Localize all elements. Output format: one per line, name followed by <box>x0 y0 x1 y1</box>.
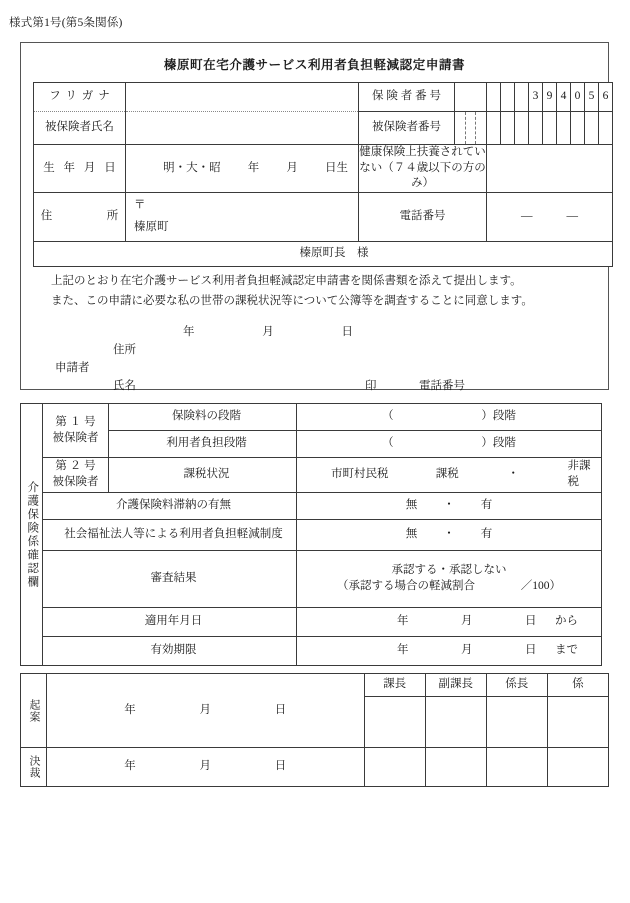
table-row-welfare-reduction <box>21 520 602 551</box>
table-row-decision <box>21 748 609 787</box>
decision-label-cell <box>21 748 47 787</box>
decision-label: 決裁 <box>28 755 41 779</box>
insured-digit-10[interactable] <box>585 112 599 145</box>
welfare-reduction-options <box>297 527 601 543</box>
draft-label: 起案 <box>28 698 41 723</box>
review-vertical-label-cell <box>21 404 43 666</box>
expiry-suffix: まで <box>555 644 578 657</box>
tax-status-input-cell[interactable] <box>297 458 602 493</box>
premium-stage-value <box>297 409 601 425</box>
user-burden-stage-input-cell[interactable] <box>297 431 602 458</box>
insurer-digit-5[interactable]: 4 <box>557 83 571 112</box>
decision-date-value <box>47 759 364 775</box>
insured-digit-7[interactable] <box>543 112 557 145</box>
statement-line-1: 上記のとおり在宅介護サービス利用者負担軽減認定申請書を関係書類を添えて提出します。 <box>51 275 522 287</box>
arrears-yes-option[interactable]: 有 <box>480 499 493 512</box>
statement-block <box>33 271 598 392</box>
welfare-separator-dot: ・ <box>443 528 455 541</box>
welfare-reduction-input-cell[interactable] <box>297 520 602 551</box>
draft-day-unit: 日 <box>274 703 287 716</box>
table-row-furigana <box>34 83 613 112</box>
signatory-seal-box-lower-0[interactable] <box>364 748 425 787</box>
tax-status-options <box>297 459 601 490</box>
premium-stage-paren-close: ）段階 <box>481 410 516 423</box>
signatory-title-3: 係 <box>547 674 608 697</box>
expiry-year-unit: 年 <box>397 644 409 657</box>
table-row-premium-stage <box>21 404 602 431</box>
premium-stage-input-cell[interactable] <box>297 404 602 431</box>
draft-date-cell[interactable] <box>47 674 365 748</box>
table-row-review-result <box>21 551 602 608</box>
apply-date-input-cell[interactable] <box>297 608 602 637</box>
apply-date-label: 適用年月日 <box>43 608 297 637</box>
tax-municipal-label: 市町村民税 <box>331 468 389 481</box>
apply-date-day-unit: 日 <box>525 615 537 628</box>
decision-day-unit: 日 <box>274 760 287 773</box>
signatory-seal-box-2[interactable] <box>486 697 547 748</box>
draft-year-unit: 年 <box>124 703 136 716</box>
insured-digit-8[interactable] <box>557 112 571 145</box>
category-2-label <box>43 458 109 493</box>
health-insurance-note: 健康保険上扶養されていない（７４歳以下の方のみ） <box>359 145 487 193</box>
furigana-input[interactable] <box>126 83 359 112</box>
birthdate-input-cell[interactable] <box>126 145 359 193</box>
user-burden-stage-label: 利用者負担段階 <box>109 431 297 458</box>
tax-untaxed-option[interactable]: 非課税 <box>567 460 591 488</box>
insurer-digit-1[interactable] <box>501 83 515 112</box>
apply-date-value <box>297 614 601 630</box>
table-row-expiry <box>21 637 602 666</box>
premium-stage-paren-open: （ <box>382 410 394 423</box>
birthdate-month-unit: 月 <box>286 161 298 174</box>
signatory-title-1: 副課長 <box>425 674 486 697</box>
health-insurance-input[interactable] <box>487 145 613 193</box>
insured-number-prefix-group <box>455 112 486 144</box>
birthdate-year-unit: 年 <box>247 161 260 174</box>
expiry-input-cell[interactable] <box>297 637 602 666</box>
draft-label-cell <box>21 674 47 748</box>
tax-separator-dot: ・ <box>507 468 519 481</box>
insurer-digit-4[interactable]: 9 <box>543 83 557 112</box>
signatory-seal-box-3[interactable] <box>547 697 608 748</box>
signatory-title-2: 係長 <box>486 674 547 697</box>
signatory-seal-box-lower-2[interactable] <box>486 748 547 787</box>
insured-digit-2[interactable] <box>476 112 486 144</box>
decision-year-unit: 年 <box>124 760 136 773</box>
burden-stage-paren-open: （ <box>382 437 394 450</box>
table-row-arrears <box>21 493 602 520</box>
submission-day-unit: 日 <box>341 326 353 338</box>
apply-date-year-unit: 年 <box>397 615 409 628</box>
table-row-tax-status <box>21 458 602 493</box>
review-result-ratio-line <box>297 579 601 595</box>
tel-dash-2: — <box>566 209 578 222</box>
review-result-choice[interactable]: 承認する・承認しない <box>391 564 507 577</box>
tel-separators <box>487 209 612 225</box>
insured-digit-1[interactable] <box>466 112 477 144</box>
welfare-yes-option[interactable]: 有 <box>480 528 493 541</box>
tax-status-label: 課税状況 <box>109 458 297 493</box>
insurer-digit-8[interactable]: 6 <box>599 83 613 112</box>
address-postal-mark: 〒 <box>134 199 146 212</box>
welfare-reduction-label: 社会福祉法人等による利用者負担軽減制度 <box>43 520 297 551</box>
table-row-birthdate <box>34 145 613 193</box>
category-1-label <box>43 404 109 458</box>
review-result-ratio-suffix: ／100） <box>520 580 561 592</box>
insured-digit-5[interactable] <box>515 112 529 145</box>
insurer-number-label: 保 険 者 番 号 <box>359 83 455 112</box>
insured-digit-9[interactable] <box>571 112 585 145</box>
statement-line-2: また、この申請に必要な私の世帯の課税状況等について公簿等を調査することに同意します。 <box>51 295 533 308</box>
applicant-address-label[interactable]: 住所 <box>113 344 136 356</box>
expiry-month-unit: 月 <box>461 644 473 657</box>
mayor-addressee: 榛原町長 様 <box>34 241 613 266</box>
arrears-label: 介護保険料滞納の有無 <box>43 493 297 520</box>
submission-year-unit: 年 <box>183 326 195 338</box>
insurer-number-prefix-cell[interactable] <box>455 83 487 112</box>
document-title: 榛原町在宅介護サービス利用者負担軽減認定申請書 <box>163 58 466 72</box>
review-result-ratio-prefix: （承認する場合の軽減割合 <box>337 580 475 592</box>
tel-dash-1: — <box>521 209 533 222</box>
category-2-line-1: 第 ２ 号 <box>55 460 96 473</box>
burden-stage-paren-close: ）段階 <box>481 437 516 450</box>
draft-date-value <box>47 703 364 719</box>
address-input-cell[interactable] <box>126 192 359 241</box>
applicant-label: 申請者 <box>55 362 90 374</box>
applicant-seal-label[interactable]: 印 <box>365 380 377 392</box>
table-row-apply-date <box>21 608 602 637</box>
insured-name-input[interactable] <box>126 112 359 145</box>
insurer-digit-0[interactable] <box>487 83 501 112</box>
submission-month-unit: 月 <box>262 326 274 338</box>
expiry-day-unit: 日 <box>525 644 537 657</box>
insured-digit-3[interactable] <box>487 112 501 145</box>
applicant-name-label[interactable]: 氏名 <box>113 380 136 392</box>
applicant-tel-label[interactable]: 電話番号 <box>419 380 465 392</box>
table-row-address <box>34 192 613 241</box>
review-result-input-cell[interactable] <box>297 551 602 608</box>
insured-digit-6[interactable] <box>529 112 543 145</box>
address-town: 榛原町 <box>134 220 169 233</box>
category-1-line-2: 被保険者 <box>52 431 99 444</box>
birthdate-day-unit: 日生 <box>325 161 348 174</box>
arrears-no-option[interactable]: 無 <box>405 499 418 512</box>
signatory-seal-box-0[interactable] <box>364 697 425 748</box>
table-row-burden-stage <box>21 431 602 458</box>
tel-input-cell[interactable] <box>487 192 613 241</box>
premium-stage-label: 保険料の段階 <box>109 404 297 431</box>
address-label: 住 所 <box>34 192 126 241</box>
insured-name-label: 被保険者氏名 <box>34 112 126 145</box>
expiry-label: 有効期限 <box>43 637 297 666</box>
draft-month-unit: 月 <box>199 703 212 716</box>
signatory-title-0: 課長 <box>364 674 425 697</box>
birthdate-era: 明・大・昭 <box>163 161 221 174</box>
application-form-frame <box>20 42 609 390</box>
insured-digit-0[interactable] <box>455 112 466 144</box>
category-2-line-2: 被保険者 <box>52 476 99 488</box>
approval-routing-table <box>20 673 609 787</box>
arrears-options <box>297 498 601 514</box>
signatory-seal-box-lower-1[interactable] <box>425 748 486 787</box>
birthdate-line <box>126 161 358 177</box>
table-row-mayor <box>34 241 613 266</box>
insured-digit-4[interactable] <box>501 112 515 145</box>
submission-date-line[interactable] <box>183 323 353 339</box>
table-row-insured-name <box>34 112 613 145</box>
signatory-seal-box-1[interactable] <box>425 697 486 748</box>
tax-taxed-option[interactable]: 課税 <box>435 468 459 481</box>
arrears-input-cell[interactable] <box>297 493 602 520</box>
table-row-draft <box>21 674 609 697</box>
arrears-separator-dot: ・ <box>443 499 455 512</box>
category-1-line-1: 第 １ 号 <box>55 415 96 428</box>
expiry-value <box>297 643 601 659</box>
review-result-label: 審査結果 <box>43 551 297 608</box>
furigana-label: フリガナ <box>34 83 126 112</box>
applicant-info-table <box>33 82 613 267</box>
insurer-digit-3[interactable]: 3 <box>529 83 543 112</box>
decision-date-cell[interactable] <box>47 748 365 787</box>
user-burden-stage-value <box>297 436 601 452</box>
insurer-digit-6[interactable]: 0 <box>571 83 585 112</box>
insured-number-label: 被保険者番号 <box>359 112 455 145</box>
signatory-seal-box-lower-3[interactable] <box>547 748 608 787</box>
insurer-digit-7[interactable]: 5 <box>585 83 599 112</box>
tel-label: 電話番号 <box>359 192 487 241</box>
insurer-digit-2[interactable] <box>515 83 529 112</box>
birthdate-label: 生 年 月 日 <box>34 145 126 193</box>
decision-month-unit: 月 <box>199 760 212 773</box>
insurance-review-table <box>20 403 602 666</box>
form-number-label: 様式第1号(第5条関係) <box>9 17 123 29</box>
apply-date-month-unit: 月 <box>461 615 473 628</box>
insured-digit-11[interactable] <box>599 112 613 145</box>
review-vertical-label: 介護保険係確認欄 <box>26 480 39 589</box>
welfare-no-option[interactable]: 無 <box>405 528 418 541</box>
apply-date-suffix: から <box>555 615 578 628</box>
